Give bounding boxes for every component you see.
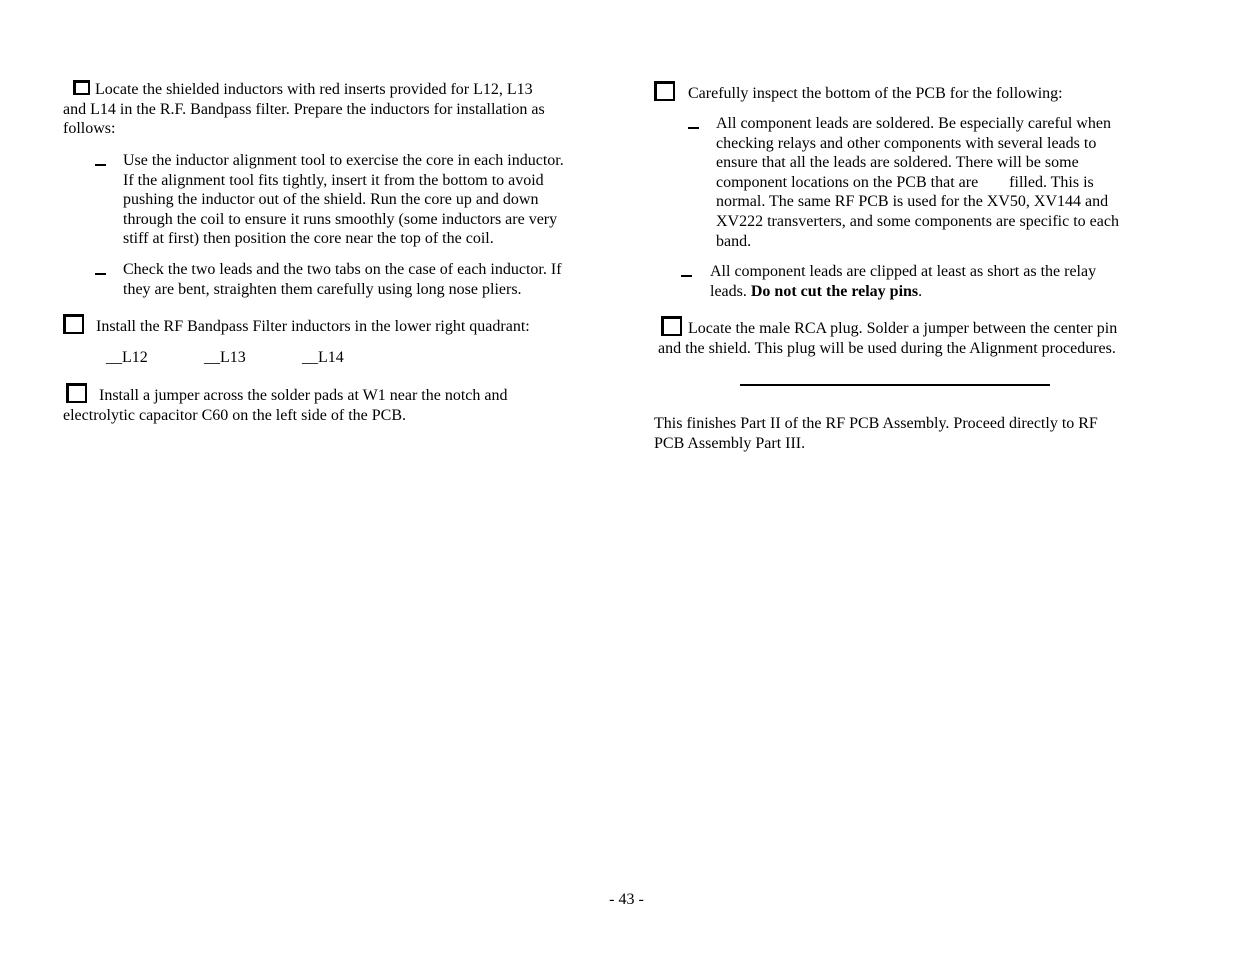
substep-line: filled. This is (1009, 173, 1094, 191)
inductor-item-l14[interactable]: __L14 (302, 349, 344, 366)
left-substep-1 (95, 151, 615, 251)
checkbox-icon[interactable] (73, 80, 90, 95)
substep-line: pushing the inductor out of the shield. Run the core up and down (123, 191, 539, 209)
substep-line: normal. The same RF PCB is used for the XV50, XV144 and (716, 193, 1109, 211)
step-text-line: and L14 in the R.F. Bandpass filter. Prepare the inductors for installation as (63, 100, 545, 118)
step-text: Install the RF Bandpass Filter inductors in the lower right quadrant: (96, 318, 530, 335)
substep-line: component locations on the PCB that are (716, 173, 979, 191)
left-step-3 (63, 383, 623, 425)
substep-line: leads. (710, 282, 747, 300)
step-text: Carefully inspect the bottom of the PCB for the following: (688, 85, 1063, 102)
left-step-1 (63, 80, 623, 139)
step-text-line: electrolytic capacitor C60 on the left side of the PCB. (63, 406, 407, 424)
dash-icon (95, 152, 106, 166)
closing-line: PCB Assembly Part III. (654, 434, 806, 452)
dash-icon (95, 261, 106, 275)
step-text-line: Locate the shielded inductors with red inserts provided for L12, L13 (95, 81, 533, 98)
emphasis-text: Do not cut the relay pins (750, 282, 919, 300)
step-text-line: Install a jumper across the solder pads at W1 near the notch and (99, 387, 508, 404)
checkbox-icon[interactable] (654, 81, 675, 101)
right-substep-1 (688, 114, 1168, 254)
page-number: - 43 - (609, 891, 644, 908)
dash-icon (688, 115, 699, 129)
closing-line: This finishes Part II of the RF PCB Assembly. Proceed directly to RF (654, 415, 1098, 432)
step-text-line: follows: (63, 120, 116, 138)
substep-line: Check the two leads and the two tabs on the case of each inductor. If (123, 261, 562, 278)
substep-line: band. (716, 232, 752, 250)
substep-line: If the alignment tool fits tightly, insert it from the bottom to avoid (123, 171, 544, 189)
inductor-item-l13[interactable]: __L13 (204, 349, 246, 366)
left-substep-2 (95, 260, 615, 302)
left-step-2 (63, 314, 623, 337)
dash-icon (681, 263, 692, 277)
right-step-1 (654, 81, 1174, 104)
substep-line: . (918, 282, 923, 300)
step-text-line: and the shield. This plug will be used during the Alignment procedures. (658, 339, 1116, 357)
substep-line: All component leads are clipped at least as short as the relay (710, 263, 1097, 280)
substep-line: stiff at first) then position the core near the top of the coil. (123, 230, 494, 248)
closing-paragraph (654, 414, 1174, 453)
substep-line: they are bent, straighten them carefully using long nose pliers. (123, 280, 522, 298)
substep-line: All component leads are soldered. Be especially careful when (716, 115, 1111, 132)
substep-line: Use the inductor alignment tool to exercise the core in each inductor. (123, 152, 564, 169)
right-step-2 (658, 316, 1178, 358)
inductor-item-l12[interactable]: __L12 (106, 349, 148, 366)
step-text-line: Locate the male RCA plug. Solder a jumper between the center pin (688, 320, 1118, 337)
right-substep-2 (681, 262, 1171, 304)
substep-line: checking relays and other components with several leads to (716, 134, 1097, 152)
checkbox-icon[interactable] (66, 383, 87, 403)
substep-line: XV222 transverters, and some components are specific to each (716, 212, 1119, 230)
checkbox-icon[interactable] (63, 314, 84, 334)
substep-line: through the coil to ensure it runs smoothly (some inductors are very (123, 210, 558, 228)
substep-line: ensure that all the leads are soldered. There will be some (716, 154, 1079, 172)
checkbox-icon[interactable] (661, 316, 682, 336)
section-divider (740, 384, 1050, 386)
